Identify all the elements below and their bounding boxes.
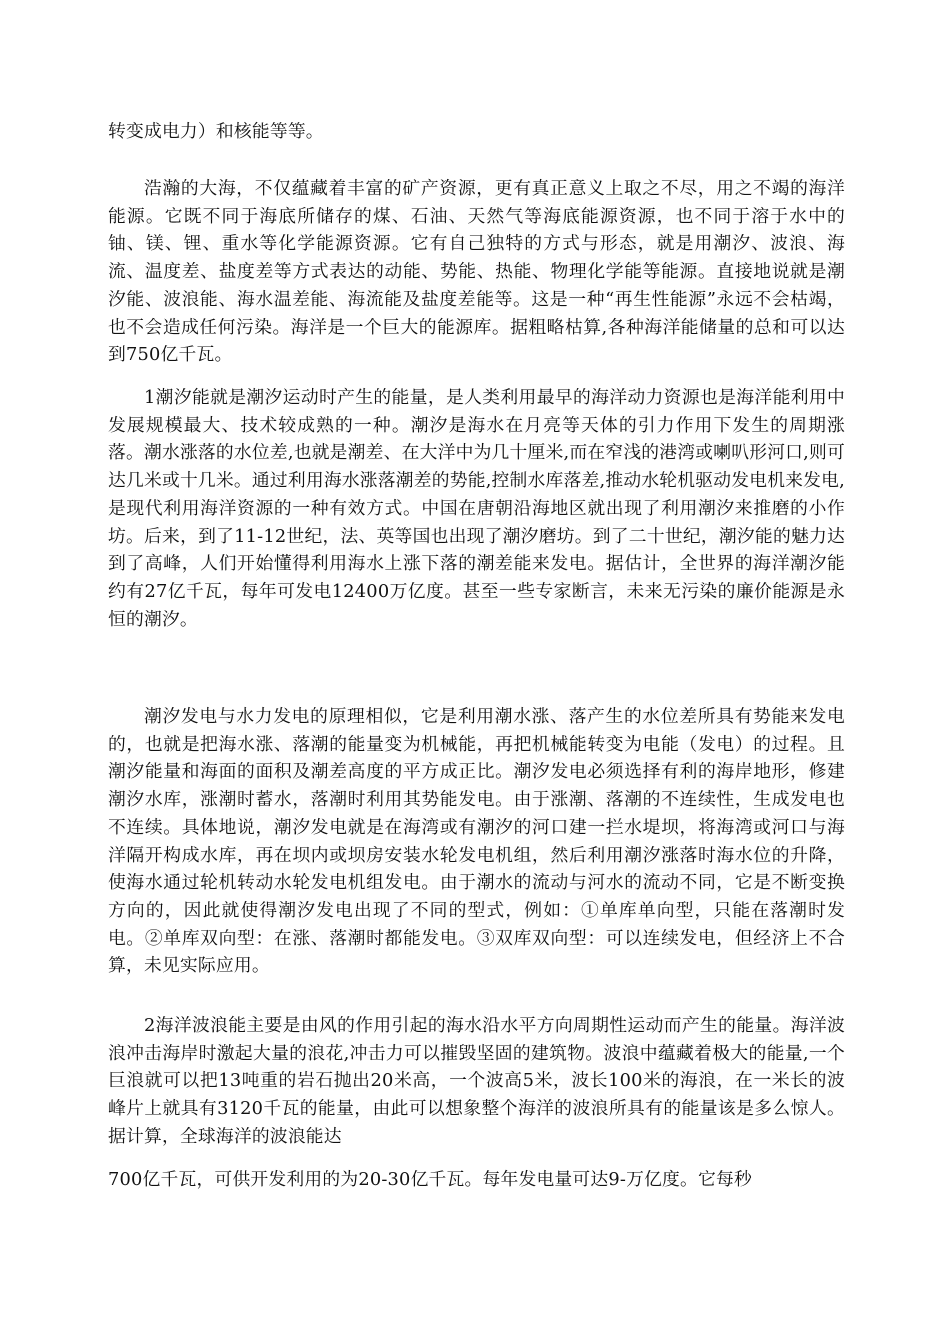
paragraph-wave-energy-continued: 700亿千瓦，可供开发利用的为20-30亿千瓦。每年发电量可达9-万亿度。它每秒	[108, 1169, 752, 1190]
paragraph-ocean-energy-intro: 浩瀚的大海，不仅蕴藏着丰富的矿产资源，更有真正意义上取之不尽，用之不竭的海洋能源。它既不同于海底所储存的煤、石油、天然气等海底能源资源，也不同于溶于水中的铀、镁、锂、重水等化学能源资源。它有自己独特的方式与形态，就是用潮汐、波浪、海流、温度差、盐度差等方式表达的动能、势能、热能、物理化学能等能源。直接地说就是潮汐能、波浪能、海水温差能、海流能及盐度差能等。这是一种“再生性能源”永远不会枯竭，也不会造成任何污染。海洋是一个巨大的能源库。据粗略枯算,各种海洋能储量的总和可以达到750亿千瓦。	[108, 178, 845, 366]
paragraph-wave-energy: 2海洋波浪能主要是由风的作用引起的海水沿水平方向周期性运动而产生的能量。海洋波浪冲击海岸时激起大量的浪花,冲击力可以摧毁坚固的建筑物。波浪中蕴藏着极大的能量,一个巨浪就可以把13吨重的岩石抛出20米高，一个波高5米，波长100米的海浪，在一米长的波峰片上就具有3120千瓦的能量，由此可以想象整个海洋的波浪所具有的能量该是多么惊人。据计算，全球海洋的波浪能达	[108, 1015, 845, 1147]
paragraph-tidal-energy: 1潮汐能就是潮汐运动时产生的能量，是人类利用最早的海洋动力资源也是海洋能利用中发展规模最大、技术较成熟的一种。潮汐是海水在月亮等天体的引力作用下发生的周期涨落。潮水涨落的水位差,也就是潮差、在大洋中为几十厘米,而在窄浅的港湾或喇叭形河口,则可达几米或十几米。通过利用海水涨落潮差的势能,控制水库落差,推动水轮机驱动发电机来发电,是现代利用海洋资源的一种有效方式。中国在唐朝沿海地区就出现了利用潮汐来推磨的小作坊。后来，到了11-12世纪，法、英等国也出现了潮汐磨坊。到了二十世纪，潮汐能的魅力达到了高峰，人们开始懂得利用海水上涨下落的潮差能来发电。据估计，全世界的海洋潮汐能约有27亿千瓦，每年可发电12400万亿度。甚至一些专家断言，未来无污染的廉价能源是永恒的潮汐。	[108, 387, 845, 630]
paragraph-energy-list-tail: 转变成电力）和核能等等。	[108, 121, 324, 142]
paragraph-tidal-power-principle: 潮汐发电与水力发电的原理相似，它是利用潮水涨、落产生的水位差所具有势能来发电的，也就是把海水涨、落潮的能量变为机械能，再把机械能转变为电能（发电）的过程。且潮汐能量和海面的面积及潮差高度的平方成正比。潮汐发电必须选择有利的海岸地形，修建潮汐水库，涨潮时蓄水，落潮时利用其势能发电。由于涨潮、落潮的不连续性，生成发电也不连续。具体地说，潮汐发电就是在海湾或有潮汐的河口建一拦水堤坝，将海湾或河口与海洋隔开构成水库，再在坝内或坝房安装水轮发电机组，然后利用潮汐涨落时海水位的升降，使海水通过轮机转动水轮发电机组发电。由于潮水的流动与河水的流动不同，它是不断变换方向的，因此就使得潮汐发电出现了不同的型式，例如：①单库单向型，只能在落潮时发电。②单库双向型：在涨、落潮时都能发电。③双库双向型：可以连续发电，但经济上不合算，未见实际应用。	[108, 706, 845, 977]
